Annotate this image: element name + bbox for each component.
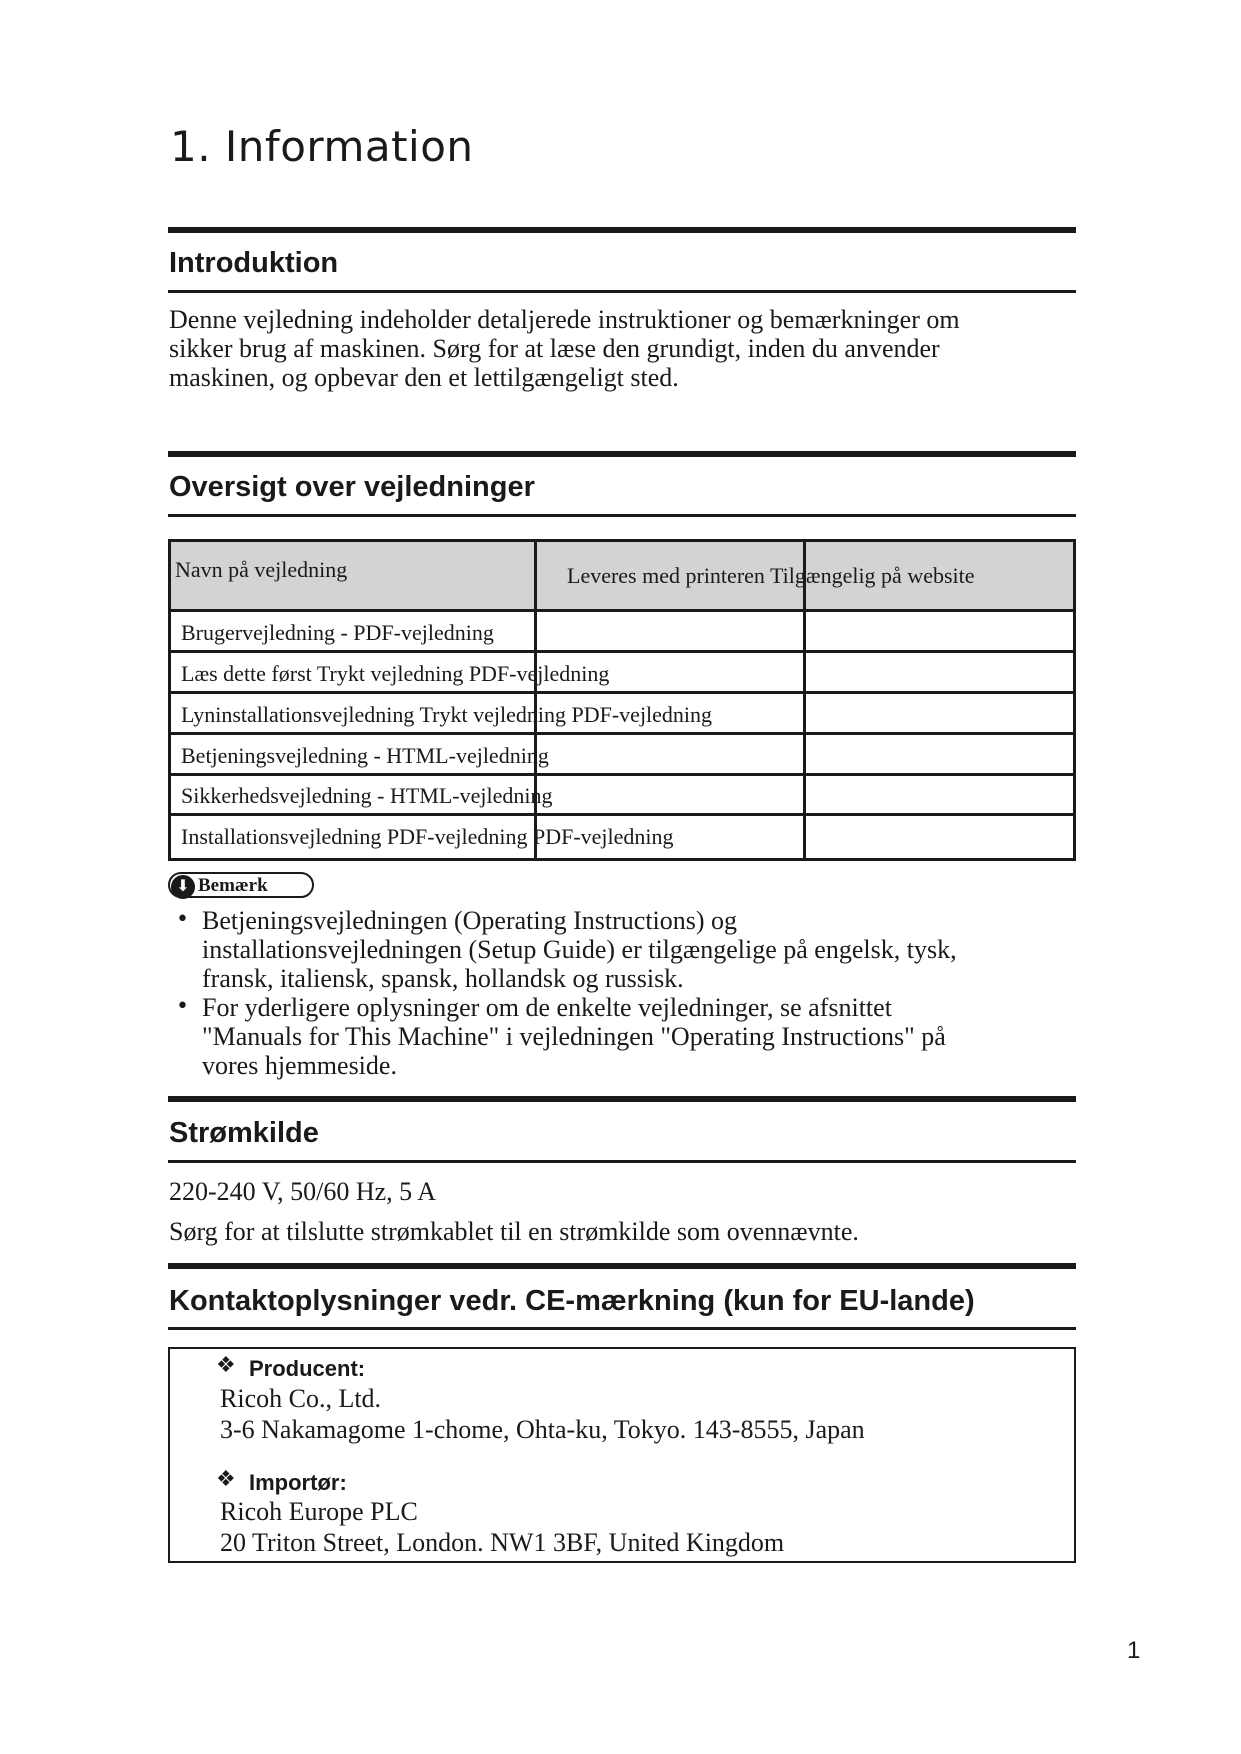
table-row: Sikkerhedsvejledning - HTML-vejledning [181,783,553,808]
table-row: Lyninstallationsvejledning Trykt vejledning PDF-vejledning [181,702,713,727]
power-heading: Strømkilde [169,1117,319,1149]
table-row: Betjeningsvejledning - HTML-vejledning [181,743,549,768]
intro-paragraph [169,305,960,392]
chapter-title: 1. Information [170,122,474,171]
section-rule [168,1160,1076,1163]
table-divider [171,773,1073,776]
bullet-line: installationsvejledningen (Setup Guide) er tilgængelige på engelsk, tysk, [202,935,957,964]
bullet-icon: • [176,994,189,1019]
bullet-line: For yderligere oplysninger om de enkelte vejledninger, se afsnittet [202,993,892,1022]
table-header-name: Navn på vejledning [175,557,348,582]
table-row: Læs dette først Trykt vejledning PDF-vejledning [181,661,610,686]
intro-line: maskinen, og opbevar den et lettilgængeligt sted. [169,363,679,392]
bullet-icon: • [176,907,189,932]
power-spec: 220-240 V, 50/60 Hz, 5 A [169,1177,436,1206]
bullet-line: vores hjemmeside. [202,1051,397,1080]
bullet-line: fransk, italiensk, spansk, hollandsk og russisk. [202,964,684,993]
intro-heading: Introduktion [169,247,339,279]
section-rule [168,514,1076,517]
table-divider [803,542,806,858]
page-number: 1 [1127,1637,1141,1664]
note-bullet [202,906,957,993]
table-header-delivery: Leveres med printeren Tilgængelig på website [567,563,975,588]
note-bullet [202,993,946,1080]
importer-address: 20 Triton Street, London. NW1 3BF, United Kingdom [220,1528,785,1557]
table-row: Brugervejledning - PDF-vejledning [181,620,494,645]
section-rule [168,1096,1076,1102]
intro-line: Denne vejledning indeholder detaljerede instruktioner og bemærkninger om [169,305,960,334]
table-divider [534,542,537,858]
table-divider [171,813,1073,816]
table-row: Installationsvejledning PDF-vejledning PDF-vejledning [181,824,674,849]
bullet-line: "Manuals for This Machine" i vejledningen "Operating Instructions" på [202,1022,946,1051]
diamond-icon: ❖ [216,1467,236,1492]
note-badge [168,872,314,898]
arrow-down-icon: ⬇ [171,875,195,899]
producer-name: Ricoh Co., Ltd. [220,1384,382,1413]
table-divider [171,732,1073,735]
section-rule [168,1263,1076,1269]
diamond-icon: ❖ [216,1353,236,1378]
section-rule [168,1327,1076,1330]
producer-address: 3-6 Nakamagome 1-chome, Ohta-ku, Tokyo. 143-8555, Japan [220,1415,865,1444]
ce-heading: Kontaktoplysninger vedr. CE-mærkning (kun for EU-lande) [169,1285,975,1317]
section-rule [168,290,1076,293]
importer-label: Importør: [249,1470,347,1495]
table-divider [171,691,1073,694]
section-rule [168,227,1076,233]
producer-label: Producent: [249,1356,366,1381]
note-label: Bemærk [198,875,268,896]
power-text: Sørg for at tilslutte strømkablet til en strømkilde som ovennævnte. [169,1217,859,1246]
intro-line: sikker brug af maskinen. Sørg for at læse den grundigt, inden du anvender [169,334,940,363]
manuals-table [168,539,1076,861]
importer-name: Ricoh Europe PLC [220,1497,418,1526]
section-rule [168,451,1076,457]
overview-heading: Oversigt over vejledninger [169,471,535,503]
bullet-line: Betjeningsvejledningen (Operating Instructions) og [202,906,738,935]
table-divider [171,650,1073,653]
